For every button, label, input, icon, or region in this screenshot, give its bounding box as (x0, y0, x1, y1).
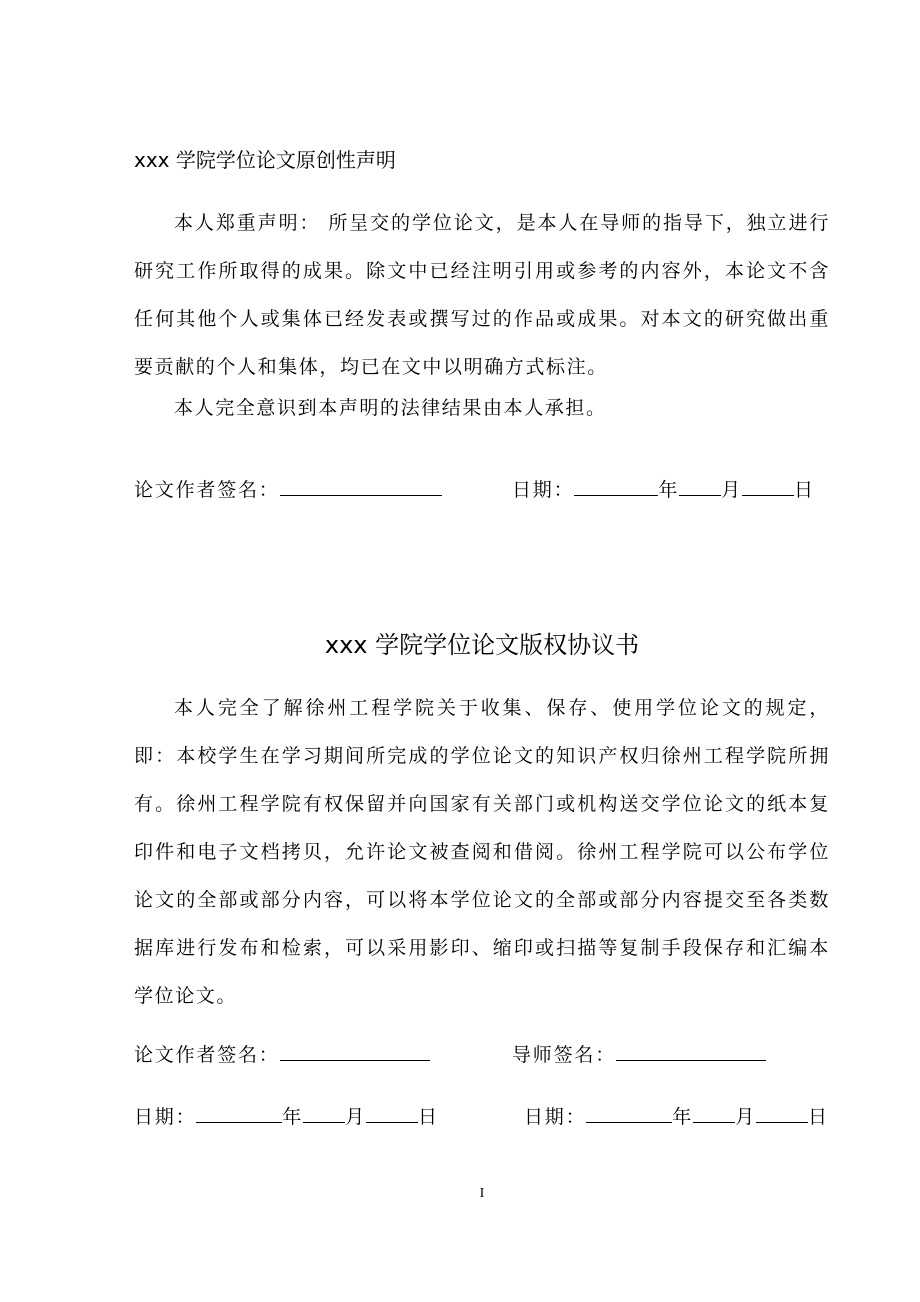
declaration-paragraph-responsibility: 本人完全意识到本声明的法律结果由本人承担。 (174, 397, 607, 419)
agreement-author-signature-row (134, 1040, 430, 1067)
date-label: 日期： (524, 1106, 587, 1128)
advisor-signature-label: 导师签名： (512, 1044, 617, 1066)
day-label: 日 (808, 1106, 829, 1128)
author-date-row (134, 1102, 439, 1129)
year-field[interactable] (586, 1121, 672, 1123)
month-field[interactable] (679, 494, 721, 496)
year-label: 年 (672, 1106, 694, 1128)
author-signature-field[interactable] (280, 494, 442, 496)
advisor-signature-field[interactable] (616, 1059, 766, 1061)
day-field[interactable] (756, 1121, 808, 1123)
year-field[interactable] (196, 1121, 282, 1123)
year-label: 年 (282, 1106, 304, 1128)
author-signature-label: 论文作者签名： (134, 1044, 280, 1066)
page-number: I (479, 1186, 485, 1201)
agreement-advisor-signature-row (512, 1040, 766, 1067)
date-label: 日期： (134, 1106, 197, 1128)
month-field[interactable] (693, 1121, 735, 1123)
day-label: 日 (418, 1106, 439, 1128)
day-field[interactable] (366, 1121, 418, 1123)
declaration-date-row (512, 475, 815, 502)
year-label: 年 (658, 479, 680, 501)
month-label: 月 (735, 1106, 757, 1128)
date-label: 日期： (512, 479, 575, 501)
year-field[interactable] (574, 494, 658, 496)
month-label: 月 (345, 1106, 367, 1128)
agreement-paragraph: 本人完全了解徐州工程学院关于收集、保存、使用学位论文的规定，即：本校学生在学习期间所完成的学位论文的知识产权归徐州工程学院所拥有。徐州工程学院有权保留并向国家有关部门或机构送交学位论文的纸本复印件和电子文档拷贝，允许论文被查阅和借阅。徐州工程学院可以公布学位论文的全部或部分内容，可以将本学位论文的全部或部分内容提交至各类数据库进行发布和检索，可以采用影印、缩印或扫描等复制手段保存和汇编本学位论文。 (134, 697, 830, 1007)
day-field[interactable] (742, 494, 794, 496)
author-signature-field[interactable] (280, 1059, 430, 1061)
author-signature-label: 论文作者签名： (134, 479, 280, 501)
agreement-title: xxx 学院学位论文版权协议书 (324, 631, 640, 659)
advisor-date-row (524, 1102, 829, 1129)
declaration-paragraph: 本人郑重声明： 所呈交的学位论文，是本人在导师的指导下，独立进行研究工作所取得的成果。除文中已经注明引用或参考的内容外，本论文不含任何其他个人或集体已经发表或撰写过的作品或成果。对本文的研究做出重要贡献的个人和集体，均已在文中以明确方式标注。 (134, 212, 830, 378)
declaration-title: xxx 学院学位论文原创性声明 (134, 148, 396, 172)
month-field[interactable] (303, 1121, 345, 1123)
declaration-signature-row (134, 475, 442, 502)
month-label: 月 (721, 479, 743, 501)
day-label: 日 (794, 479, 815, 501)
